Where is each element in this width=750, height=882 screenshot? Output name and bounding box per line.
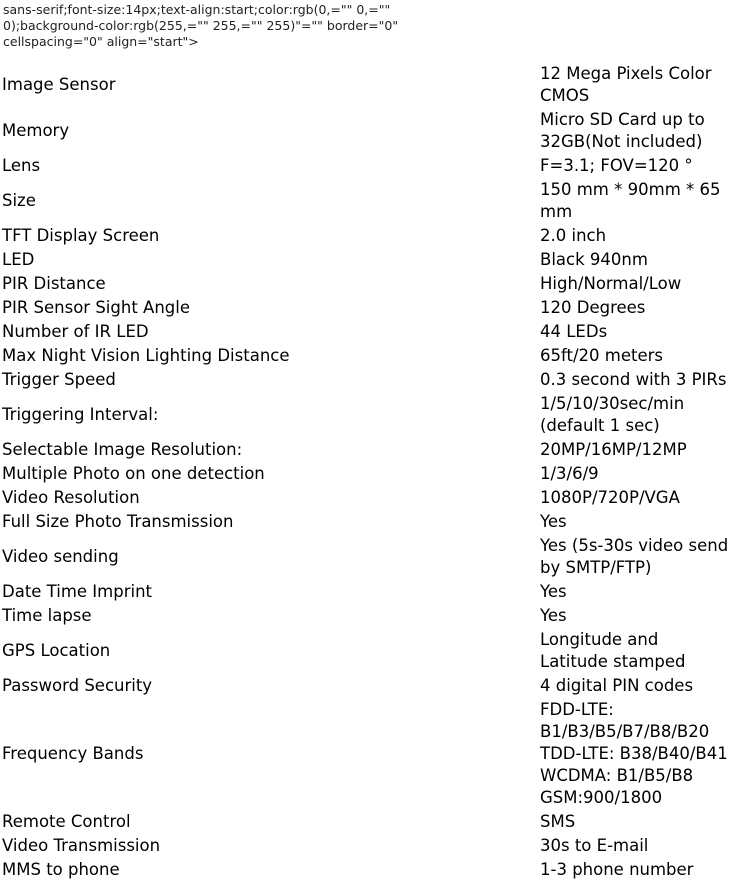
spec-label: GPS Location xyxy=(2,641,111,660)
spec-value: 20MP/16MP/12MP xyxy=(540,440,687,459)
spec-label: Memory xyxy=(2,121,70,140)
spec-value: 2.0 inch xyxy=(540,226,607,245)
table-row xyxy=(0,224,750,248)
table-row xyxy=(0,320,750,344)
spec-value: Yes xyxy=(540,606,567,625)
specifications-body xyxy=(0,62,750,882)
table-row xyxy=(0,674,750,698)
spec-label: Multiple Photo on one detection xyxy=(2,464,265,483)
spec-label: PIR Distance xyxy=(2,274,106,293)
table-row xyxy=(0,628,750,674)
spec-value: Yes xyxy=(540,582,567,601)
spec-value: High/Normal/Low xyxy=(540,274,682,293)
spec-value: Yes (5s-30s video send by SMTP/FTP) xyxy=(540,536,729,577)
table-row xyxy=(0,858,750,882)
spec-label: Selectable Image Resolution: xyxy=(2,440,243,459)
spec-value: Yes xyxy=(540,512,567,531)
spec-label: Frequency Bands xyxy=(2,744,144,763)
table-row xyxy=(0,62,750,108)
spec-value: SMS xyxy=(540,812,576,831)
leaked-markup-text: sans-serif;font-size:14px;text-align:start;color:rgb(0,="" 0,="" 0);background-color:rgb(255,="" 255,="" 255)"="" border="0" cellspacing="0" align="start"> xyxy=(3,2,399,49)
table-row xyxy=(0,344,750,368)
spec-label: Remote Control xyxy=(2,812,131,831)
spec-value: 1080P/720P/VGA xyxy=(540,488,680,507)
table-row xyxy=(0,438,750,462)
spec-value: Micro SD Card up to 32GB(Not included) xyxy=(540,110,705,151)
table-row xyxy=(0,392,750,438)
spec-label: Number of IR LED xyxy=(2,322,149,341)
table-row xyxy=(0,510,750,534)
table-row xyxy=(0,580,750,604)
spec-label: LED xyxy=(2,250,35,269)
spec-value: 150 mm * 90mm * 65 mm xyxy=(540,180,721,221)
table-row xyxy=(0,368,750,392)
spec-label: Trigger Speed xyxy=(2,370,116,389)
spec-label: Video sending xyxy=(2,547,119,566)
spec-label: PIR Sensor Sight Angle xyxy=(2,298,190,317)
table-row xyxy=(0,534,750,580)
table-row xyxy=(0,698,750,810)
table-row xyxy=(0,810,750,834)
specifications-table xyxy=(0,62,750,882)
table-row xyxy=(0,462,750,486)
spec-value: Black 940nm xyxy=(540,250,648,269)
spec-label: Full Size Photo Transmission xyxy=(2,512,234,531)
spec-label: Max Night Vision Lighting Distance xyxy=(2,346,290,365)
spec-label: Image Sensor xyxy=(2,75,116,94)
table-row xyxy=(0,296,750,320)
spec-value: 1/3/6/9 xyxy=(540,464,599,483)
table-row xyxy=(0,178,750,224)
spec-label: Triggering Interval: xyxy=(2,405,159,424)
spec-value: 120 Degrees xyxy=(540,298,646,317)
spec-label: Size xyxy=(2,191,36,210)
spec-label: Video Resolution xyxy=(2,488,140,507)
spec-label: Video Transmission xyxy=(2,836,161,855)
table-row xyxy=(0,154,750,178)
spec-label: MMS to phone xyxy=(2,860,120,879)
spec-value: 12 Mega Pixels Color CMOS xyxy=(540,64,712,105)
spec-value: 0.3 second with 3 PIRs xyxy=(540,370,727,389)
spec-value: 30s to E-mail xyxy=(540,836,649,855)
spec-value: 1-3 phone number xyxy=(540,860,694,879)
table-row xyxy=(0,604,750,628)
spec-value: F=3.1; FOV=120 ° xyxy=(540,156,693,175)
spec-value: Longitude and Latitude stamped xyxy=(540,630,686,671)
spec-value: 4 digital PIN codes xyxy=(540,676,694,695)
spec-value: 44 LEDs xyxy=(540,322,608,341)
table-row xyxy=(0,272,750,296)
spec-label: Password Security xyxy=(2,676,153,695)
table-row xyxy=(0,108,750,154)
table-row xyxy=(0,248,750,272)
spec-label: Date Time Imprint xyxy=(2,582,153,601)
spec-value: FDD-LTE: B1/B3/B5/B7/B8/B20 TDD-LTE: B38/B40/B41 WCDMA: B1/B5/B8 GSM:900/1800 xyxy=(540,700,728,807)
table-row xyxy=(0,834,750,858)
spec-label: Lens xyxy=(2,156,41,175)
spec-label: Time lapse xyxy=(2,606,92,625)
spec-label: TFT Display Screen xyxy=(2,226,160,245)
table-row xyxy=(0,486,750,510)
spec-value: 65ft/20 meters xyxy=(540,346,664,365)
spec-value: 1/5/10/30sec/min (default 1 sec) xyxy=(540,394,685,435)
